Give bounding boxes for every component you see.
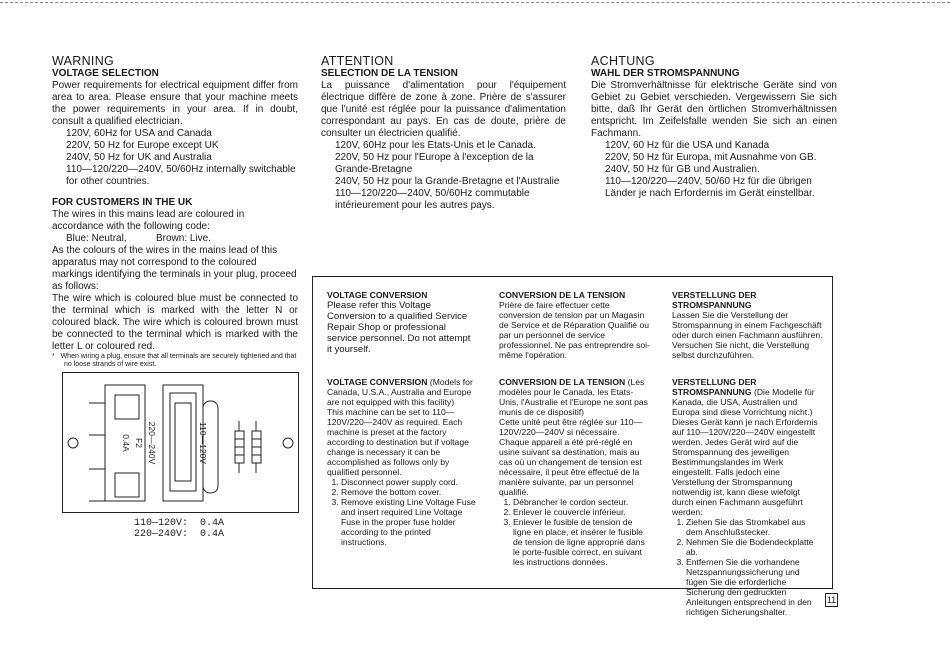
english-column: [52, 55, 298, 369]
spec-line: 240V, 50 Hz pour la Grande-Bretagne et l'Australie: [335, 176, 560, 187]
spec-line: 120V, 60 Hz für die USA und Kanada: [605, 140, 770, 151]
fuse1-voltage-label: 220—240V: [147, 421, 157, 465]
fuse1-rating-label: 0.4A: [121, 434, 131, 452]
voltage-selection-text: Power requirements for electrical equipment differ from area to area. Please ensure that your machine meets the power requirements in your area. If in doubt, consult a qualified electrician.: [52, 80, 298, 127]
fuse2-voltage-label: 110—120V: [198, 422, 208, 464]
fuse-holder-diagram: [62, 372, 299, 513]
page-number: 11: [826, 595, 837, 605]
wire-brown: Brown: Live.: [156, 233, 212, 244]
conversion-fr-title-2: CONVERSION DE LA TENSION: [499, 377, 626, 387]
step-item: 1. Ziehen Sie das Stromkabel aus dem Anschlußstecker.: [686, 517, 823, 537]
fuse-spec: [134, 518, 224, 540]
conversion-en-top: [327, 290, 477, 355]
step-item: 3. Remove existing Line Voltage Fuse and insert required Line Voltage Fuse in the proper fuse holder according to the printed instructions.: [341, 497, 477, 547]
uk-customers-heading: FOR CUSTOMERS IN THE UK: [52, 197, 193, 208]
spec-line: 120V, 60Hz pour les Etats-Unis et le Canada.: [335, 140, 536, 151]
attention-title: ATTENTION: [321, 54, 394, 68]
fuse1-id-label: F2: [134, 438, 144, 448]
conversion-en-text-2: This machine can be set to 110—120V/220—240V as required. Each machine is preset at the factory according to destination but if voltage change is necessary it can be accomplished as follows only by qualified personnel.: [327, 407, 469, 477]
de-voltage-heading: WAHL DER STROMSPANNUNG: [591, 68, 740, 79]
uk-colours-text: As the colours of the wires in the mains lead of this apparatus may not correspond to the coloured markings identifying the terminals in your plug, proceed as follows:: [52, 245, 297, 292]
spec-line: 110—120/220—240V, 50/60Hz internally switchable for other countries.: [66, 164, 296, 187]
conversion-de-text: Lassen Sie die Verstellung der Stromspannung in einem Fachgeschäft oder durch einen Fachmann ausführen. Versuchen Sie nicht, die Verstellung selbst durchzuführen.: [672, 310, 823, 360]
spec-line: 110—120/220—240V, 50/60Hz commutable intérieurement pour les autres pays.: [335, 188, 530, 211]
conversion-en-title: VOLTAGE CONVERSION: [327, 290, 428, 300]
step-item: 3. Entfernen Sie die vorhandene Netzspannungssicherung und fügen Sie die erforderliche Sicherung den gedruckten Anleitungen entsprechend in den richtigen Sicherungshalter.: [686, 557, 823, 617]
conversion-de-steps: [672, 517, 823, 617]
spec-line: 220V, 50 Hz for Europe except UK: [66, 140, 219, 151]
step-item: 3. Enlever le fusible de tension de ligne en place, et insérer le fusible de tension de ligne approprié dans le porte-fusible correct, en suivant les instructions données.: [513, 517, 651, 567]
spec-line: 120V, 60Hz for USA and Canada: [66, 128, 212, 139]
conversion-fr-title: CONVERSION DE LA TENSION: [499, 290, 626, 300]
spec-line: 220V, 50 Hz für Europa, mit Ausnahme von GB.: [605, 152, 817, 163]
wire-blue: Blue: Neutral,: [66, 233, 127, 244]
fuse-holder-drawing: [63, 373, 298, 512]
french-column: [321, 55, 566, 212]
achtung-title: ACHTUNG: [591, 54, 655, 68]
spec-line: 220V, 50 Hz pour l'Europe à l'exception de la Grande-Bretagne: [335, 152, 534, 175]
spec-line: 110—120/220—240V, 50/60 Hz für die übrigen Länder je nach Erfordernis im Gerät einstellbar.: [605, 176, 815, 199]
spec-line: 240V, 50 Hz für GB und Australien.: [605, 164, 760, 175]
de-voltage-text: Die Stromverhältnisse für elektrische Geräte sind von Gebiet zu Gebiet verschieden. Vergewissern Sie sich bitte, daß Ihr Gerät den örtlichen Stromverhältnissen entspricht. Im Zeifelsfalle wenden Sie sich an einen Fachmann.: [591, 80, 837, 139]
conversion-en-steps: [327, 477, 477, 547]
fuse-spec-line: 110—120V: 0.4A: [134, 518, 225, 529]
conversion-de-title: VERSTELLUNG DER STROMSPANNUNG: [672, 290, 757, 310]
conversion-fr-steps: [499, 497, 651, 567]
wire-code-row: [52, 233, 298, 245]
uk-wiring-text: The wire which is coloured blue must be connected to the terminal which is marked with the letter N or coloured black. The wire which is coloured brown must be connected to the terminal which is marked with the letter L or coloured red.: [52, 293, 298, 352]
conversion-en-note: (Models for Canada, U.S.A., Australia and Europe are not equipped with this facility): [327, 377, 473, 407]
german-column: [591, 55, 837, 200]
fr-voltage-text: La puissance d'alimentation pour l'équipement électrique diffère de zone à zone. Prière de s'assurer que l'unité est réglée pour la puissance d'alimentation correspondant au pays. En cas de doute, prière de consulter un électricien qualifié.: [321, 80, 566, 139]
warning-title: WARNING: [52, 54, 115, 68]
conversion-fr-note: (Les modèles pour le Canada, les Etats-Unis, l'Australie et l'Europe ne sont pas munis de ce dispositif): [499, 377, 648, 417]
uk-wires-text: The wires in this mains lead are coloured in accordance with the following code:: [52, 209, 245, 232]
step-item: 2. Enlever le couvercle inférieur.: [513, 507, 651, 517]
conversion-de-text-2: Dieses Gerät kann je nach Erfordernis auf 110—120V/220—240V eingestellt werden. Jedes Gerät wird auf die Stromspannung des jeweiligen Bestimmungslandes im Werk eingestellt. Falls jedoch eine Verstellung der Stromspannung notwendig ist, kann diese wiefolgt durch einen Fachmann ausgeführt werden:: [672, 417, 818, 517]
top-border: [0, 2, 950, 3]
conversion-en-title-2: VOLTAGE CONVERSION: [327, 377, 428, 387]
step-item: 2. Remove the bottom cover.: [341, 487, 477, 497]
step-item: 1. Débrancher le cordon secteur.: [513, 497, 651, 507]
conversion-fr-text-2: Cette unité peut être réglée sur 110—120V/220—240V si nécessaire. Chaque appareil a été pré-réglé en usine suivant sa destination, mais au cas où un changement de tension est nécessaire, il peut être effectué de la manière suivante, par un personnel qualifié.: [499, 417, 643, 497]
conversion-fr-bottom: [499, 377, 651, 567]
step-item: 1. Disconnect power supply cord.: [341, 477, 477, 487]
conversion-de-title-2: VERSTELLUNG DER STROMSPANNUNG: [672, 377, 757, 397]
fuse-spec-line: 220—240V: 0.4A: [134, 529, 225, 540]
conversion-de-note: (Die Modelle für Kanada, die USA, Australien und Europa sind diese Vorrichtung nicht.): [672, 387, 815, 417]
wiring-note-text: When wiring a plug, ensure that all terminals are securely tightened and that no loose strands of wire exist.: [60, 353, 297, 368]
conversion-fr-top: [499, 290, 651, 360]
conversion-en-bottom: [327, 377, 477, 547]
wiring-note: * When wiring a plug, ensure that all terminals are securely tightened and that no loose strands of wire exist.: [52, 353, 297, 368]
conversion-fr-text: Prière de faire effectuer cette conversion de tension par un Magasin de Service et de Réparation Qualifié ou par un personnel de service professionnel. Ne pas entreprendre soi-même l'opération.: [499, 300, 650, 360]
conversion-de-top: [672, 290, 823, 360]
spec-line: 240V, 50 Hz for UK and Australia: [66, 152, 212, 163]
conversion-de-bottom: [672, 377, 823, 617]
step-item: 2. Nehmen Sie die Bodendeckplatte ab.: [686, 537, 823, 557]
voltage-selection-heading: VOLTAGE SELECTION: [52, 68, 159, 79]
fr-voltage-heading: SELECTION DE LA TENSION: [321, 68, 458, 79]
conversion-en-text: Please refer this Voltage Conversion to a qualified Service Repair Shop or professional service personnel. Do not attempt it yourself.: [327, 300, 471, 355]
